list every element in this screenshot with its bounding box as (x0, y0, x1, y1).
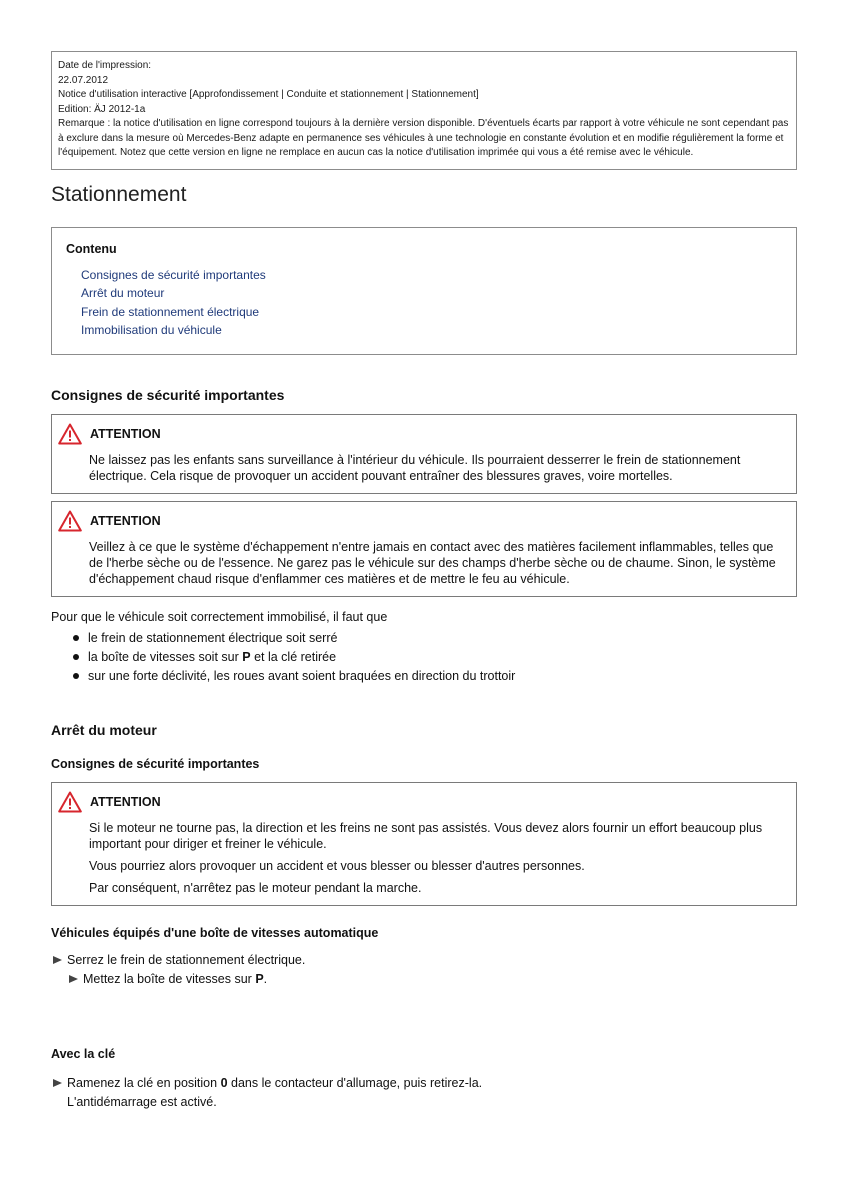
table-of-contents (51, 227, 797, 355)
page-title: Stationnement (51, 182, 187, 206)
section-heading-engine-stop: Arrêt du moteur (51, 721, 157, 738)
warning-triangle-icon (58, 510, 82, 532)
step-text: Ramenez la clé en position (67, 1075, 221, 1090)
toc-link-immobilisation[interactable]: Immobilisation du véhicule (81, 323, 222, 337)
warning-text: Si le moteur ne tourne pas, la direction et les freins ne sont pas assistés. Vous devez alors fournir un effort beaucoup plus important pour diriger et freiner le véhicule. (89, 820, 763, 851)
warning-text: Ne laissez pas les enfants sans surveillance à l'intérieur du véhicule. Ils pourraient desserrer le frein de stationnement électrique. Cela risque de provoquer un accident pouvant entraîner des blessures graves, voire mortelles. (89, 452, 741, 483)
list-item-text: sur une forte déclivité, les roues avant soient braquées en direction du trottoir (88, 668, 516, 683)
subheading-safety: Consignes de sécurité importantes (51, 756, 260, 771)
section-heading-safety: Consignes de sécurité importantes (51, 386, 285, 403)
warning-box (51, 414, 797, 494)
step-text: Serrez le frein de stationnement électrique. (67, 952, 306, 967)
toc-link-engine-stop[interactable]: Arrêt du moteur (81, 286, 165, 300)
immobilisation-intro: Pour que le véhicule soit correctement immobilisé, il faut que (51, 609, 388, 624)
instruction-step (51, 970, 797, 989)
list-item (51, 629, 797, 648)
toc-link-parking-brake[interactable]: Frein de stationnement électrique (81, 304, 260, 319)
print-date: 22.07.2012 (58, 74, 109, 86)
list-item-text: la boîte de vitesses soit sur (88, 649, 243, 664)
edition: Edition: ÄJ 2012-1a (58, 103, 146, 115)
immobilisation-conditions (51, 629, 797, 686)
triangle-right-icon (53, 956, 62, 964)
notice-title: Notice d'utilisation interactive [Approfondissement | Conduite et stationnement | Stationnement] (58, 89, 479, 100)
instruction-step (51, 951, 797, 970)
warning-box (51, 501, 797, 597)
warning-title: ATTENTION (90, 794, 161, 809)
gear-position-p: P (255, 971, 264, 986)
subheading-automatic: Véhicules équipés d'une boîte de vitesses automatique (51, 925, 379, 940)
list-item (51, 667, 797, 686)
warning-text: Veillez à ce que le système d'échappement n'entre jamais en contact avec des matières facilement inflammables, telles que de l'herbe sèche ou de l'essence. Ne garez pas le véhicule sur des champs d'herbe sèche ou de chaume. Sinon, le système d'échappement chaud risque d'enflammer ces matières et de mettre le feu au véhicule. (89, 539, 776, 586)
step-text: Mettez la boîte de vitesses sur (83, 971, 256, 986)
step-result (51, 1093, 797, 1112)
toc-link-safety[interactable]: Consignes de sécurité importantes (81, 267, 266, 282)
triangle-right-icon (53, 1079, 62, 1087)
gear-position-p: P (242, 649, 251, 664)
warning-title: ATTENTION (90, 513, 161, 528)
subheading-key: Avec la clé (51, 1046, 116, 1061)
warning-text: Par conséquent, n'arrêtez pas le moteur pendant la marche. (89, 880, 422, 895)
toc-list (66, 266, 782, 340)
step-text: . (263, 971, 268, 986)
document-page (51, 51, 797, 1112)
warning-triangle-icon (58, 791, 82, 813)
key-position-0: 0 (220, 1075, 228, 1090)
warning-triangle-icon (58, 423, 82, 445)
result-text: L'antidémarrage est activé. (67, 1094, 217, 1109)
warning-text: Vous pourriez alors provoquer un accident et vous blesser ou blesser d'autres personnes. (89, 858, 585, 873)
step-text: dans le contacteur d'allumage, puis retirez-la. (227, 1075, 483, 1090)
list-item-text: et la clé retirée (250, 649, 337, 664)
remark: Remarque : la notice d'utilisation en ligne correspond toujours à la dernière version disponible. D'éventuels écarts par rapport à votre véhicule ne sont cependant pas à exclure dans la mesure où Mercedes-Benz adapte en permanence ses véhicules à une technologie en constante évolution et en modifie régulièrement la forme et l'équipement. Notez que cette version en ligne ne remplace en aucun cas la notice d'utilisation imprimée qui vous a été remise avec le véhicule. (58, 118, 789, 158)
triangle-right-icon (69, 975, 78, 983)
print-info-box (51, 51, 797, 170)
list-item (51, 648, 797, 667)
list-item-text: le frein de stationnement électrique soit serré (88, 630, 338, 645)
toc-title: Contenu (66, 241, 117, 256)
warning-box (51, 782, 797, 906)
instruction-step (51, 1074, 797, 1093)
print-date-label: Date de l'impression: (58, 60, 152, 71)
warning-title: ATTENTION (90, 426, 161, 441)
